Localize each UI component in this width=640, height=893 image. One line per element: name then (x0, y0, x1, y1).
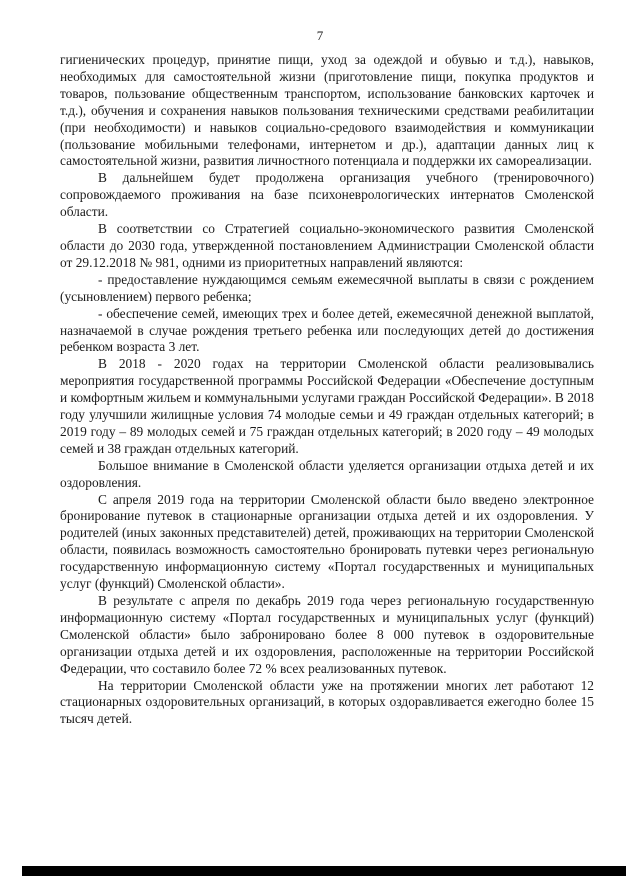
page-number: 7 (316, 28, 324, 43)
paragraph: Большое внимание в Смоленской области уделяется организации отдыха детей и их оздоровления. (60, 457, 594, 490)
paragraph: В результате с апреля по декабрь 2019 года через региональную государственную информационную систему «Портал государственных и муниципальных услуг (функций) Смоленской области» было забронировано более 8 000 путевок в оздоровительные организации отдыха детей и их оздоровления, расположенные на территории Российской Федерации, что составило более 72 % всех реализованных путевок. (60, 593, 594, 676)
list-item: - обеспечение семей, имеющих трех и более детей, ежемесячной денежной выплатой, назначаемой в случае рождения третьего ребенка или последующих детей до достижения ребенком возраста 3 лет. (60, 305, 594, 355)
document-body (60, 52, 594, 728)
paragraph: На территории Смоленской области уже на протяжении многих лет работают 12 стационарных оздоровительных организаций, в которых оздоравливается ежегодно более 15 тысяч детей. (60, 677, 594, 727)
paragraph: С апреля 2019 года на территории Смоленской области было введено электронное бронирование путевок в стационарные организации отдыха детей и их оздоровления. У родителей (иных законных представителей) детей, проживающих на территории Смоленской области, появилась возможность самостоятельно бронировать путевки через региональную государственную информационную систему «Портал государственных и муниципальных услуг (функций) Смоленской области». (60, 491, 594, 592)
paragraph: В соответствии со Стратегией социально-экономического развития Смоленской области до 2030 года, утвержденной постановлением Администрации Смоленской области от 29.12.2018 № 981, одними из приоритетных направлений являются: (60, 221, 594, 270)
paragraph: В дальнейшем будет продолжена организация учебного (тренировочного) сопровождаемого проживания на базе психоневрологических интернатов Смоленской области. (60, 170, 594, 220)
paragraph: В 2018 - 2020 годах на территории Смоленской области реализовывались мероприятия государственной программы Российской Федерации «Обеспечение доступным и комфортным жильем и коммунальными услугами граждан Российской Федерации». В 2018 году улучшили жилищные условия 74 молодые семьи и 49 граждан отдельных категорий; в 2019 году – 89 молодых семей и 75 граждан отдельных категорий; в 2020 году – 49 молодых семей и 38 граждан отдельных категорий. (60, 356, 594, 456)
paragraph: гигиенических процедур, принятие пищи, уход за одеждой и обувью и т.д.), навыков, необходимых для самостоятельной жизни (приготовление пищи, покупка продуктов и товаров, пользование общественным транспортом, использование банковских карточек и т.д.), обучения и сохранения навыков пользования техническими средствами реабилитации (при необходимости) и навыков социально-средового взаимодействия и коммуникации (пользование мобильными телефонами, интернетом и др.), адаптации данных лиц к самостоятельной жизни, развития личностного потенциала и поддержки их самореализации. (60, 52, 594, 169)
scan-border-bar (22, 866, 626, 876)
list-item: - предоставление нуждающимся семьям ежемесячной выплаты в связи с рождением (усыновлением) первого ребенка; (60, 271, 594, 304)
